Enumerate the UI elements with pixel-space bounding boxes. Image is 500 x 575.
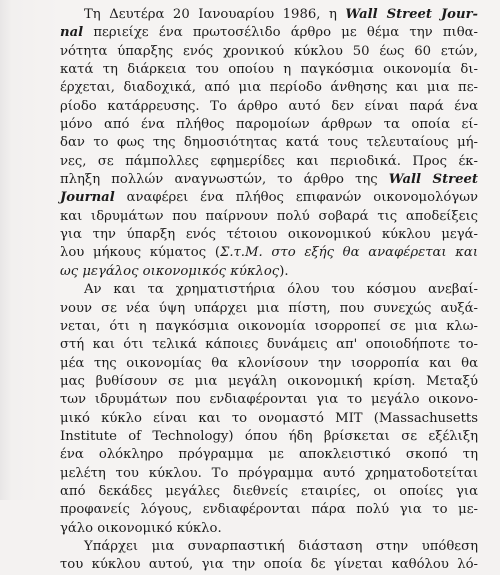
text-run: κατά τη διάρκεια του οποίου η παγκόσμια οικονομία δι- xyxy=(60,62,478,78)
text-line xyxy=(60,520,478,538)
text-run: από δεκάδες μεγάλες διεθνείς εταιρίες, οι οποίες για xyxy=(60,483,478,499)
text-run: νες, σε πάμπολλες εφημερίδες και περιοδικά. Προς έκ- xyxy=(60,153,478,169)
text-line xyxy=(60,244,478,262)
text-run: ). xyxy=(279,263,289,279)
text-line xyxy=(60,355,478,373)
text-line xyxy=(60,465,478,483)
text-run: μας βυθίσουν σε μια μεγάλη οικονομική κρίση. Μεταξύ xyxy=(60,373,478,389)
text-run: στή και ότι τελικά κάποιες δυνάμεις απ' οποιοδήποτε το- xyxy=(60,337,478,353)
text-run: νότητα ύπαρξης ενός χρονικού κύκλου 50 έως 60 ετών, xyxy=(60,43,478,59)
italic-text: ως μεγάλος οικονομικός κύκλος xyxy=(60,263,280,279)
italic-text: Journal xyxy=(60,190,115,206)
text-line xyxy=(60,79,478,97)
text-line xyxy=(60,318,478,336)
text-line xyxy=(60,208,478,226)
text-run: αναφέρει ένα πλήθος επιφανών οικονομολόγων xyxy=(114,190,478,206)
text-run: μέα της οικονομίας θα κλονίσουν την ισορροπία και θα xyxy=(60,355,478,371)
text-run: νουν σε νέα ύψη υπάρχει μια πίστη, που συνεχώς αυξά- xyxy=(60,300,478,316)
italic-text: Wall Street xyxy=(388,172,478,188)
body-text xyxy=(60,6,478,573)
text-line xyxy=(60,43,478,61)
text-line xyxy=(60,501,478,519)
text-run: ένα ολόκληρο πρόγραμμα με αποκλειστικό σκοπό τη xyxy=(60,447,478,463)
text-run: Institute of Technology) όπου ήδη βρίσκεται σε εξέλιξη xyxy=(60,428,478,444)
text-run: μόνο από ένα πλήθος παρομοίων άρθρων τα οποία εί- xyxy=(60,117,478,133)
text-line xyxy=(60,391,478,409)
text-run: πληξη πολλών αναγνωστών, το άρθρο της xyxy=(60,172,389,188)
italic-text: Σ.τ.Μ. στο εξής θα αναφέρεται και xyxy=(220,245,478,261)
text-line xyxy=(60,153,478,171)
text-line xyxy=(60,171,478,189)
text-run: ρίοδο κατάρρευσης. Το άρθρο αυτό δεν είναι παρά ένα xyxy=(60,98,478,114)
text-line xyxy=(60,556,478,573)
text-line xyxy=(60,263,478,281)
text-run: λου μήκους κύματος ( xyxy=(60,245,220,261)
text-run: δαν το φως της δημοσιότητας κατά τους τελευταίους μή- xyxy=(60,135,478,151)
text-line xyxy=(60,483,478,501)
text-line xyxy=(60,410,478,428)
text-line xyxy=(60,189,478,207)
paragraph xyxy=(60,6,478,281)
text-line xyxy=(60,300,478,318)
text-line xyxy=(60,336,478,354)
text-run: και ιδρυμάτων που παίρνουν πολύ σοβαρά τις αποδείξεις xyxy=(60,208,478,224)
text-run: μικό κύκλο είναι και το ονομαστό MIT (Massachusetts xyxy=(60,410,478,426)
text-run: Υπάρχει μια συναρπαστική διάσταση στην υπόθεση xyxy=(84,538,478,554)
text-line xyxy=(60,61,478,79)
text-line xyxy=(60,116,478,134)
text-line xyxy=(60,428,478,446)
text-run: Τη Δευτέρα 20 Ιανουαρίου 1986, η xyxy=(84,7,346,22)
text-line xyxy=(60,6,478,24)
text-line xyxy=(60,134,478,152)
text-line xyxy=(60,373,478,391)
text-run: των ιδρυμάτων που ενδιαφέρονται για το μεγάλο οικονο- xyxy=(60,392,478,408)
text-run: γάλο οικονομικό κύκλο. xyxy=(60,520,222,536)
text-line xyxy=(60,98,478,116)
text-run: για την ύπαρξη ενός τέτοιου οικονομικού κύκλου μεγά- xyxy=(60,227,478,243)
text-line xyxy=(60,226,478,244)
text-run: έρχεται, διαδοχικά, από μια περίοδο άνθησης και μια πε- xyxy=(60,80,478,96)
paragraph xyxy=(60,538,478,573)
italic-text: Wall Street Jour- xyxy=(345,7,478,22)
italic-text: nal xyxy=(60,25,84,41)
text-line xyxy=(60,281,478,299)
text-run: μελέτη του κύκλου. Το πρόγραμμα αυτό χρηματοδοτείται xyxy=(60,465,478,481)
text-run: προφανείς λόγους, ενδιαφέρονται πάρα πολύ για το με- xyxy=(60,502,478,518)
text-run: νεται, ότι η παγκόσμια οικονομία ισορροπεί σε μια κλω- xyxy=(60,318,478,334)
text-run: περιείχε ένα πρωτοσέλιδο άρθρο με θέμα την πιθα- xyxy=(83,25,478,41)
text-line xyxy=(60,446,478,464)
paragraph xyxy=(60,281,478,538)
text-line xyxy=(60,538,478,556)
text-run: Αν και τα χρηματιστήρια όλου του κόσμου ανεβαί- xyxy=(84,282,478,298)
text-line xyxy=(60,24,478,42)
text-run: του κύκλου αυτού, για την οποία δε γίνεται καθόλου λό- xyxy=(60,557,478,573)
